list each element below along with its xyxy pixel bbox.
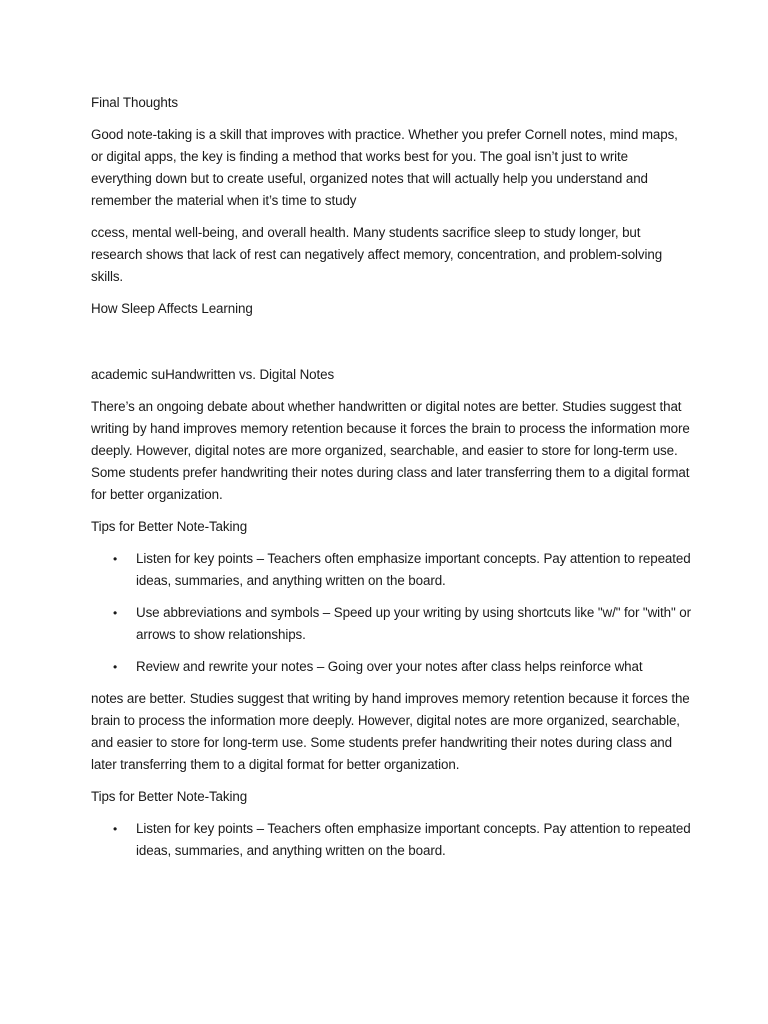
list-item <box>91 548 691 592</box>
list-item-text: Listen for key points – Teachers often emphasize important concepts. Pay attention to repeated ideas, summaries, and anything written on the board. <box>136 551 691 588</box>
handwritten-vs-digital-paragraph: There’s an ongoing debate about whether handwritten or digital notes are better. Studies suggest that writing by hand improves memory retention because it forces the brain to process the information more deeply. However, digital notes are more organized, searchable, and easier to store for long-term use. Some students prefer handwriting their notes during class and later transferring them to a digital format for better organization. <box>91 399 690 502</box>
handwritten-vs-digital-heading: academic suHandwritten vs. Digital Notes <box>91 367 335 382</box>
list-item <box>91 656 691 678</box>
final-thoughts-heading: Final Thoughts <box>91 95 178 110</box>
final-thoughts-paragraph: Good note-taking is a skill that improves with practice. Whether you prefer Cornell notes, mind maps, or digital apps, the key is finding a method that works best for you. The goal isn’t just to write everything down but to create useful, organized notes that will actually help you understand and remember the material when it’s time to study <box>91 127 678 208</box>
document-page <box>91 92 691 872</box>
bullet-icon: • <box>113 552 118 566</box>
sleep-fragment-paragraph: ccess, mental well-being, and overall health. Many students sacrifice sleep to study longer, but research shows that lack of rest can negatively affect memory, concentration, and problem-solving skills. <box>91 225 663 284</box>
tips-heading: Tips for Better Note-Taking <box>91 519 248 534</box>
list-item-text: Use abbreviations and symbols – Speed up your writing by using shortcuts like "w/" for "with" or arrows to show relationships. <box>136 605 691 642</box>
bullet-icon: • <box>113 822 118 836</box>
tips-list-repeat <box>91 818 691 862</box>
list-item-text: Review and rewrite your notes – Going over your notes after class helps reinforce what <box>136 659 643 674</box>
repeat-paragraph: notes are better. Studies suggest that writing by hand improves memory retention because it forces the brain to process the information more deeply. However, digital notes are more organized, searchable, and easier to store for long-term use. Some students prefer handwriting their notes during class and later transferring them to a digital format for better organization. <box>91 691 690 772</box>
blank-line <box>91 330 691 364</box>
list-item <box>91 818 691 862</box>
bullet-icon: • <box>113 606 118 620</box>
bullet-icon: • <box>113 660 118 674</box>
list-item-text: Listen for key points – Teachers often emphasize important concepts. Pay attention to repeated ideas, summaries, and anything written on the board. <box>136 821 691 858</box>
tips-heading-repeat: Tips for Better Note-Taking <box>91 789 248 804</box>
sleep-heading: How Sleep Affects Learning <box>91 301 253 316</box>
list-item <box>91 602 691 646</box>
tips-list <box>91 548 691 678</box>
